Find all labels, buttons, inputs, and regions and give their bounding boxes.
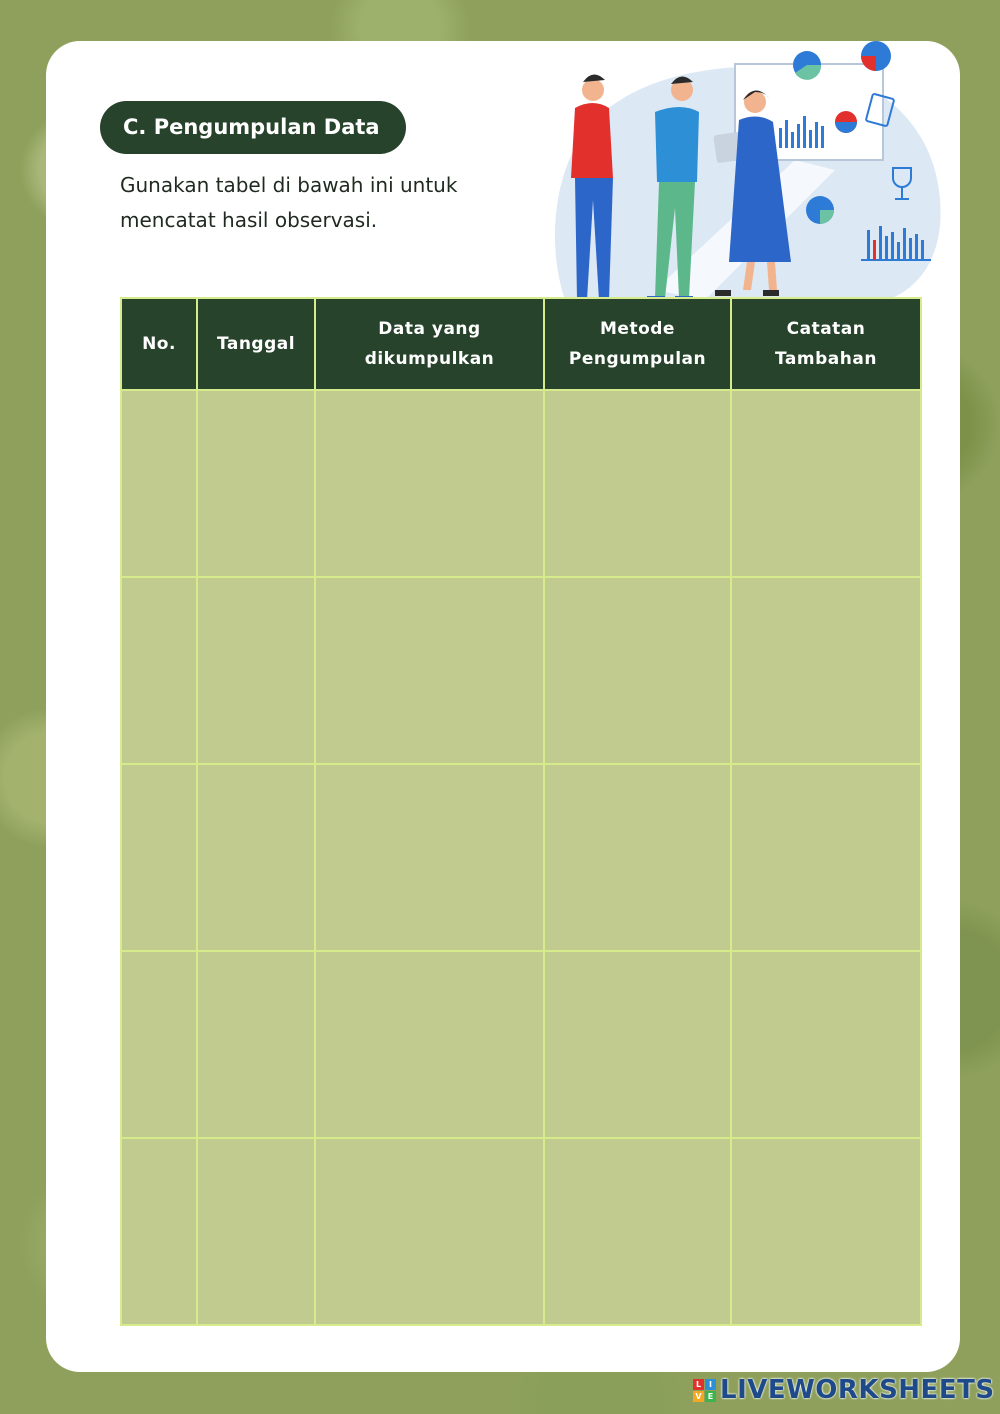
table-row (121, 764, 921, 951)
header-catatan-tambahan: Catatan Tambahan (731, 298, 921, 390)
cell-data[interactable] (315, 390, 544, 577)
cell-tanggal[interactable] (197, 764, 315, 951)
section-title: C. Pengumpulan Data (100, 101, 406, 154)
cell-no[interactable] (121, 764, 197, 951)
table-row (121, 951, 921, 1138)
cell-no[interactable] (121, 951, 197, 1138)
cell-catatan[interactable] (731, 1138, 921, 1325)
cell-metode[interactable] (544, 390, 731, 577)
header-no: No. (121, 298, 197, 390)
cell-tanggal[interactable] (197, 577, 315, 764)
cell-catatan[interactable] (731, 951, 921, 1138)
logo-letter-i: I (705, 1379, 716, 1390)
table-row (121, 1138, 921, 1325)
cell-catatan[interactable] (731, 577, 921, 764)
cell-metode[interactable] (544, 951, 731, 1138)
observation-table (120, 297, 922, 1326)
data-team-illustration (535, 40, 945, 308)
table-row (121, 390, 921, 577)
logo-letter-v: V (693, 1391, 704, 1402)
table-header-row (121, 298, 921, 390)
cell-data[interactable] (315, 1138, 544, 1325)
cell-tanggal[interactable] (197, 390, 315, 577)
small-pie-icon (835, 111, 857, 133)
logo-letter-e: E (705, 1391, 716, 1402)
header-data-yang-dikumpulkan: Data yang dikumpulkan (315, 298, 544, 390)
intro-line-2: mencatat hasil observasi. (120, 208, 378, 232)
cell-catatan[interactable] (731, 390, 921, 577)
table-row (121, 577, 921, 764)
liveworksheets-logo-icon (693, 1379, 716, 1402)
top-pie-icon (861, 41, 891, 71)
cell-tanggal[interactable] (197, 1138, 315, 1325)
liveworksheets-brand[interactable] (693, 1374, 995, 1406)
header-metode-pengumpulan: Metode Pengumpulan (544, 298, 731, 390)
cell-tanggal[interactable] (197, 951, 315, 1138)
cell-metode[interactable] (544, 577, 731, 764)
intro-line-1: Gunakan tabel di bawah ini untuk (120, 173, 458, 197)
cell-catatan[interactable] (731, 764, 921, 951)
logo-letter-l: L (693, 1379, 704, 1390)
cell-metode[interactable] (544, 1138, 731, 1325)
cell-metode[interactable] (544, 764, 731, 951)
pie-chart-icon (793, 51, 821, 80)
brand-text: LIVEWORKSHEETS (720, 1375, 995, 1405)
cell-no[interactable] (121, 390, 197, 577)
lower-pie-icon (806, 196, 834, 224)
cell-data[interactable] (315, 577, 544, 764)
cell-no[interactable] (121, 1138, 197, 1325)
header-tanggal: Tanggal (197, 298, 315, 390)
cell-data[interactable] (315, 764, 544, 951)
intro-text (120, 168, 520, 238)
cell-data[interactable] (315, 951, 544, 1138)
cell-no[interactable] (121, 577, 197, 764)
